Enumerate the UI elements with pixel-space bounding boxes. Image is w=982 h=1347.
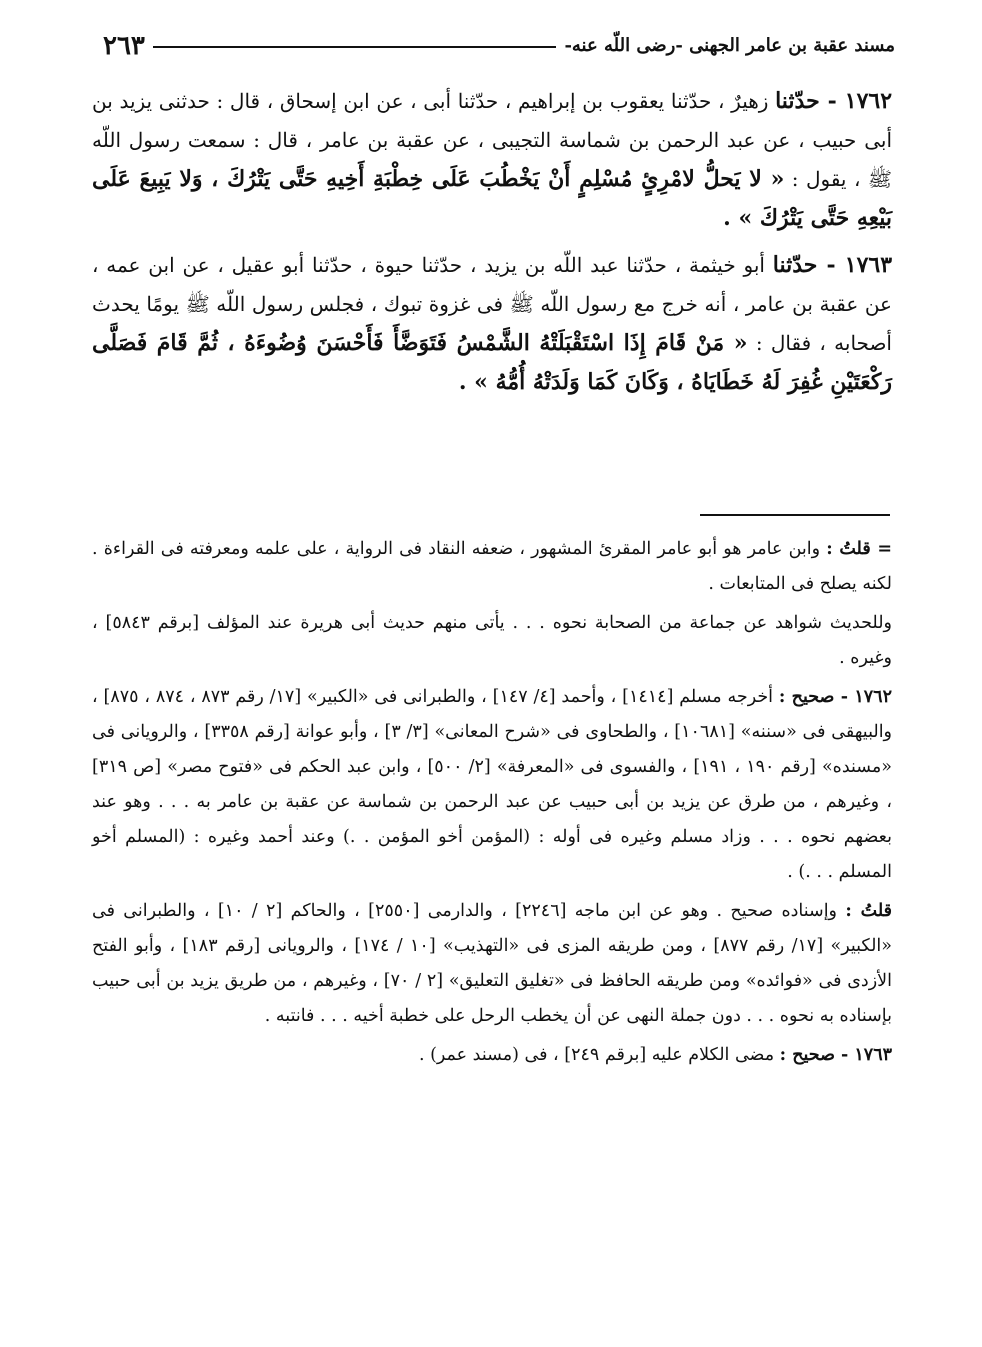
footnote-text: وابن عامر هو أبو عامر المقرئ المشهور ، ضعفه النقاد فى الرواية ، على علمه ومعرفته فى القراءة . لكنه يصلح فى المتابعات . — [92, 539, 892, 594]
footnote-1762 — [92, 680, 892, 890]
hadith-matn: « مَنْ قَامَ إِذَا اسْتَقْبَلَتْهُ الشَّمْسُ فَتَوَضَّأَ فَأَحْسَنَ وُضُوءَهُ ، ثُمَّ قَامَ فَصَلَّى رَكْعَتَيْنِ غُفِرَ لَهُ خَطَايَاهُ ، وَكَانَ كَمَا وَلَدَتْهُ أُمُّهُ » . — [92, 330, 892, 395]
footnote-label: ١٧٦٢ - صحيح : — [778, 687, 892, 707]
footnote-text: وإسناده صحيح . وهو عن ابن ماجه [٢٢٤٦] ، والدارمى [٢٥٥٠] ، والحاكم [٢ / ١٠] ، والطبرانى فى «الكبير» [١٧/ رقم ٨٧٧] ، ومن طريقه المزى فى «التهذيب» [١٠ / ١٧٤] ، والرويانى [رقم ١٨٣] ، وأبو الفتح الأزدى فى «فوائده» ومن طريقه الحافظ فى «تغليق التعليق» [٢ / ٧٠] ، وغيرهم ، من طريق يزيد بن أبى حبيب بإسناده به نحوه . . . دون جملة النهى عن أن يخطب الرحل على خطبة أخيه . . . فانتبه . — [92, 901, 892, 1026]
hadith-1763 — [92, 246, 892, 402]
footnotes — [92, 532, 892, 1077]
hadith-isnad: زهيرٌ ، حدّثنا يعقوب بن إبراهيم ، حدّثنا أبى ، عن ابن إسحاق ، قال : حدثنى يزيد بن أبى حبيب ، عن عبد الرحمن بن شماسة التجيبى ، عن عقبة بن عامر ، قال : سمعت رسول اللّه ﷺ ، يقول : — [92, 89, 892, 191]
footnote-shawahid — [92, 606, 892, 676]
main-text — [92, 82, 892, 410]
footnote-text: أخرجه مسلم [١٤١٤] ، وأحمد [٤/ ١٤٧] ، والطبرانى فى «الكبير» [١٧/ رقم ٨٧٣ ، ٨٧٤ ، ٨٧٥] ، والبيهقى فى «سننه» [١٠٦٨١] ، والطحاوى فى «شرح المعانى» [٣/ ٣] ، وأبو عوانة [رقم ٣٣٥٨] ، والرويانى فى «مسنده» [رقم ١٩٠ ، ١٩١] ، والفسوى فى «المعرفة» [٢/ ٥٠٠] ، وابن عبد الحكم فى «فتوح مصر» [ص ٣١٩] ، وغيرهم ، من طرق عن يزيد بن أبى حبيب عن عبد الرحمن بن شماسة عن عقبة بن عامر به . . . وهو عند بعضهم نحوه . . . وزاد مسلم وغيره فى أوله : (المؤمن أخو المؤمن . .) وعند أحمد وغيره : (المسلم أخو المسلم . . .) . — [92, 687, 893, 882]
footnote-1763 — [92, 1038, 892, 1073]
footnote-label: = قلتُ : — [826, 539, 892, 559]
footnote-1762-qultu — [92, 894, 892, 1034]
footnote-separator — [700, 514, 890, 516]
running-title: مسند عقبة بن عامر الجهنى -رضى اللّه عنه- — [556, 32, 895, 60]
footnote-text: مضى الكلام عليه [برقم ٢٤٩] ، فى (مسند عمر) . — [418, 1045, 780, 1065]
footnote-label: ١٧٦٣ - صحيح : — [779, 1045, 892, 1065]
page-number: ٢٦٣ — [95, 28, 153, 64]
hadith-isnad: أبو خيثمة ، حدّثنا عبد اللّه بن يزيد ، حدّثنا حيوة ، حدّثنا أبو عقيل ، عن ابن عمه ، عن عقبة بن عامر ، أنه خرج مع رسول اللّه ﷺ فى غزوة تبوك ، فجلس رسول اللّه ﷺ يومًا يحدث أصحابه ، فقال : — [92, 253, 892, 355]
page-header — [95, 28, 895, 64]
hadith-1762 — [92, 82, 892, 238]
footnote-continued — [92, 532, 892, 602]
hadith-number: ١٧٦٢ - حدّثنا — [775, 88, 893, 114]
footnote-text: وللحديث شواهد عن جماعة من الصحابة نحوه . . . يأتى منهم حديث أبى هريرة عند المؤلف [برقم ٥٨٤٣] ، وغيره . — [92, 613, 892, 668]
hadith-matn: « لا يَحلُّ لامْرِئٍ مُسْلِمٍ أَنْ يَخْطُبَ عَلَى خِطْبَةِ أَخِيهِ حَتَّى يَتْرُكَ ، وَلا يَبِيعَ عَلَى بَيْعِهِ حَتَّى يَتْرُكَ » . — [92, 166, 892, 231]
footnote-label: قلتُ : — [845, 901, 893, 921]
hadith-number: ١٧٦٣ - حدّثنا — [772, 252, 893, 278]
